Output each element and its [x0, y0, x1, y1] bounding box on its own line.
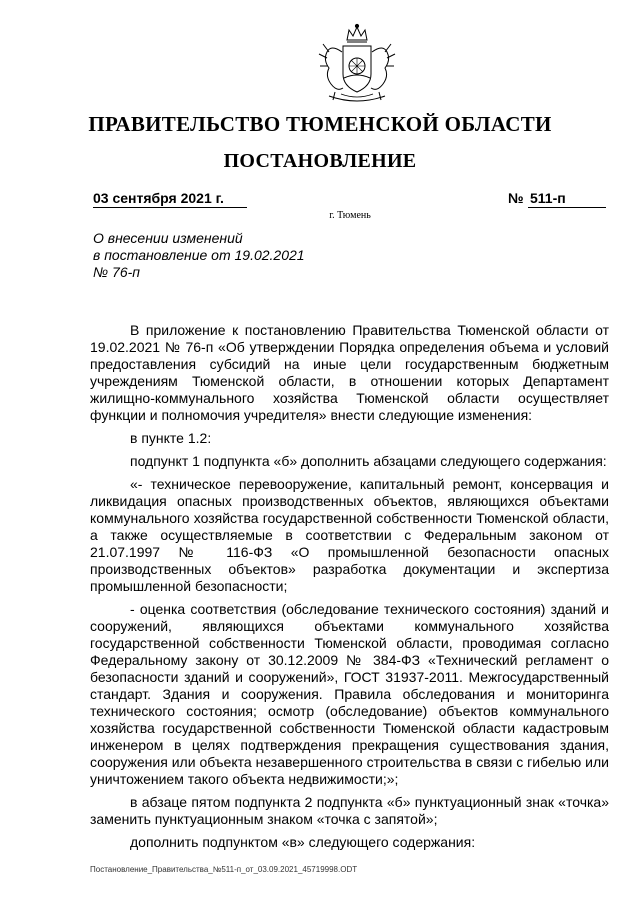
subject-line: О внесении изменений [93, 230, 243, 246]
document-number: 511-п [528, 190, 606, 208]
city-label: г. Тюмень [329, 210, 371, 221]
document-date: 03 сентября 2021 г. [93, 190, 247, 208]
body-paragraph: в абзаце пятом подпункта 2 подпункта «б» пунктуационный знак «точка» заменить пунктуационным знаком «точка с запятой»; [90, 794, 609, 827]
number-label: № [508, 190, 524, 206]
body-paragraph: В приложение к постановлению Правительства Тюменской области от 19.02.2021 № 76-п «Об утверждении Порядка определения объема и условий предоставления субсидий на иные цели государственным бюджетным учреждениям Тюменской области, в отношении которых Департамент жилищно-коммунального хозяйства Тюменской области осуществляет функции и полномочия учредителя» внести следующие изменения: [90, 322, 609, 423]
body-paragraph: - оценка соответствия (обследование технического состояния) зданий и сооружений, являющихся объектами коммунального хозяйства государственной собственности Тюменской области, проводимая согласно Федеральному закону от 30.12.2009 № 384-ФЗ «Технический регламент о безопасности зданий и сооружений», ГОСТ 31937-2011. Межгосударственный стандарт. Здания и сооружения. Правила обследования и мониторинга технического состояния; осмотр (обследование) объектов коммунального хозяйства государственной собственности Тюменской области кадастровым инженером в целях подтверждения прекращения существования здания, сооружения или объекта незавершенного строительства в связи с гибелью или уничтожением такого объекта недвижимости;»; [90, 601, 609, 787]
organization-title: ПРАВИТЕЛЬСТВО ТЮМЕНСКОЙ ОБЛАСТИ [88, 112, 552, 136]
footer-filename: Постановление_Правительства_№511-п_от_03.09.2021_45719998.ODT [90, 865, 358, 874]
document-body [90, 322, 609, 857]
body-paragraph: «- техническое перевооружение, капитальный ремонт, консервация и ликвидация опасных производственных объектов, являющихся объектами коммунального хозяйства государственной собственности Тюменской области, а также осуществляемые в соответствии с Федеральным законом от 21.07.1997 № 116-ФЗ «О промышленной безопасности опасных производственных объектов» разработка документации и экспертиза промышленной безопасности; [90, 476, 609, 594]
document-subject [93, 230, 373, 281]
subject-line: № 76-п [93, 264, 140, 280]
body-paragraph: подпункт 1 подпункта «б» дополнить абзацами следующего содержания: [130, 453, 607, 469]
subject-line: в постановление от 19.02.2021 [93, 247, 305, 263]
document-type-title: ПОСТАНОВЛЕНИЕ [223, 150, 417, 172]
coat-of-arms-icon [313, 22, 401, 108]
body-paragraph: дополнить подпунктом «в» следующего содержания: [130, 834, 476, 850]
body-paragraph: в пункте 1.2: [130, 430, 212, 446]
